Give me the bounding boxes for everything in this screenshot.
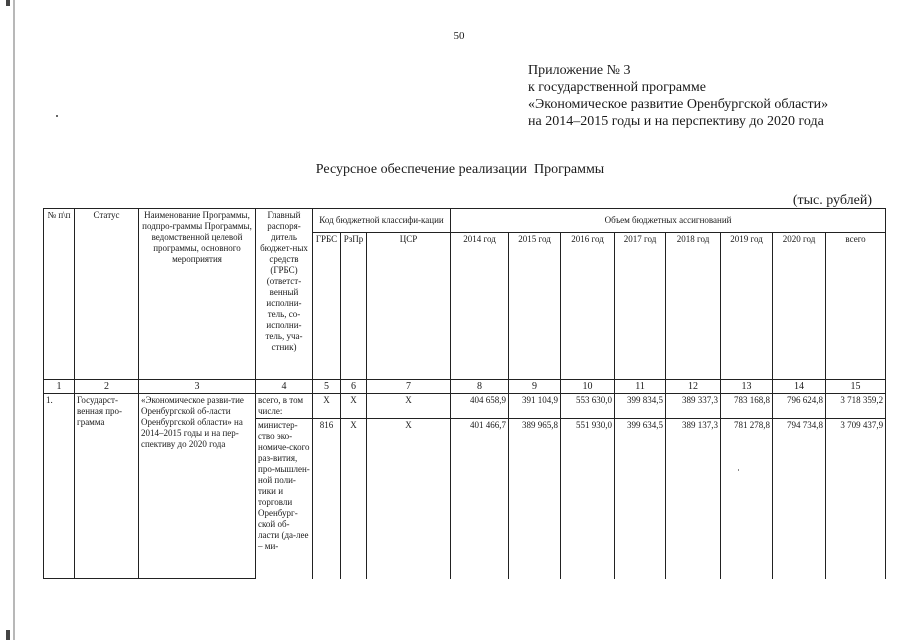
row-value: 794 734,8 — [773, 419, 826, 579]
row-value-total: 3 709 437,9 — [826, 419, 886, 579]
row-value: 391 104,9 — [509, 394, 561, 419]
scan-edge — [0, 0, 18, 640]
header-year: 2015 год — [509, 233, 561, 380]
row-grbs-main: министер-ство эко-номиче-ского раз-вития, про-мышлен-ной поли-тики и торговли Оренбург-ской об-ласти (да-лее – ми- — [256, 419, 313, 579]
header-year: 2016 год — [561, 233, 615, 380]
row-csr: Х — [367, 419, 451, 579]
column-number: 12 — [666, 380, 721, 394]
units-label: (тыс. рублей) — [792, 193, 872, 208]
column-number: 2 — [75, 380, 139, 394]
header-year: 2020 год — [773, 233, 826, 380]
row-value: 551 930,0 — [561, 419, 615, 579]
row-value: 404 658,9 — [451, 394, 509, 419]
header-num: № п\п — [44, 209, 75, 380]
row-grbs: 816 — [313, 419, 341, 579]
scan-mark — [6, 0, 10, 6]
column-number: 9 — [509, 380, 561, 394]
header-name: Наименование Программы, подпро-граммы Программы, ведомственной целевой программы, основного мероприятия — [139, 209, 256, 380]
page-number: 50 — [453, 30, 465, 42]
column-number: 14 — [773, 380, 826, 394]
appendix-line: к государственной программе — [528, 80, 706, 95]
header-total: всего — [826, 233, 886, 380]
row-name: «Экономическое разви-тие Оренбургской об-ласти Оренбургской области» на 2014–2015 годы и на пер-спективу до 2020 года — [139, 394, 256, 579]
document-title: Ресурсное обеспечение реализации Программы — [315, 162, 605, 177]
row-value: 783 168,8 — [721, 394, 773, 419]
header-grbs-main: Главный распоря-дитель бюджет-ных средств (ГРБС) (ответст-венный исполни-тель, со-исполни-тель, уча-стник) — [256, 209, 313, 380]
table-row — [44, 394, 886, 419]
header-code-group: Код бюджетной классифи-кации — [313, 209, 451, 233]
scan-speck — [56, 115, 58, 117]
header-grbs: ГРБС — [313, 233, 341, 380]
column-number: 4 — [256, 380, 313, 394]
row-csr: Х — [367, 394, 451, 419]
row-grbs: Х — [313, 394, 341, 419]
scan-mark — [6, 630, 10, 640]
row-value: 399 834,5 — [615, 394, 666, 419]
header-year: 2019 год — [721, 233, 773, 380]
row-grbs-main: всего, в том числе: — [256, 394, 313, 419]
row-value: 553 630,0 — [561, 394, 615, 419]
appendix-line: Приложение № 3 — [528, 63, 631, 78]
row-rzpr: Х — [341, 419, 367, 579]
row-rzpr: Х — [341, 394, 367, 419]
column-number: 1 — [44, 380, 75, 394]
header-csr: ЦСР — [367, 233, 451, 380]
column-number: 5 — [313, 380, 341, 394]
header-year: 2017 год — [615, 233, 666, 380]
column-number-row — [44, 380, 886, 394]
column-number: 13 — [721, 380, 773, 394]
header-year: 2018 год — [666, 233, 721, 380]
column-number: 10 — [561, 380, 615, 394]
column-number: 8 — [451, 380, 509, 394]
budget-table — [43, 208, 886, 579]
row-value: 401 466,7 — [451, 419, 509, 579]
row-value-total: 3 718 359,2 — [826, 394, 886, 419]
row-value: 389 137,3 — [666, 419, 721, 579]
column-number: 15 — [826, 380, 886, 394]
appendix-line: «Экономическое развитие Оренбургской области» — [528, 97, 829, 112]
column-number: 11 — [615, 380, 666, 394]
row-value: 389 337,3 — [666, 394, 721, 419]
row-value: 796 624,8 — [773, 394, 826, 419]
row-num: 1. — [44, 394, 75, 579]
row-status: Государст-венная про-грамма — [75, 394, 139, 579]
appendix-line: на 2014–2015 годы и на перспективу до 2020 года — [528, 114, 824, 129]
row-value: 399 634,5 — [615, 419, 666, 579]
appendix-block — [528, 62, 828, 130]
header-year: 2014 год — [451, 233, 509, 380]
header-status: Статус — [75, 209, 139, 380]
header-rzpr: РзПр — [341, 233, 367, 380]
row-value: 781 278,8 — [721, 419, 773, 579]
header-row — [44, 209, 886, 233]
column-number: 6 — [341, 380, 367, 394]
column-number: 3 — [139, 380, 256, 394]
column-number: 7 — [367, 380, 451, 394]
header-volume-group: Объем бюджетных ассигнований — [451, 209, 886, 233]
row-value: 389 965,8 — [509, 419, 561, 579]
